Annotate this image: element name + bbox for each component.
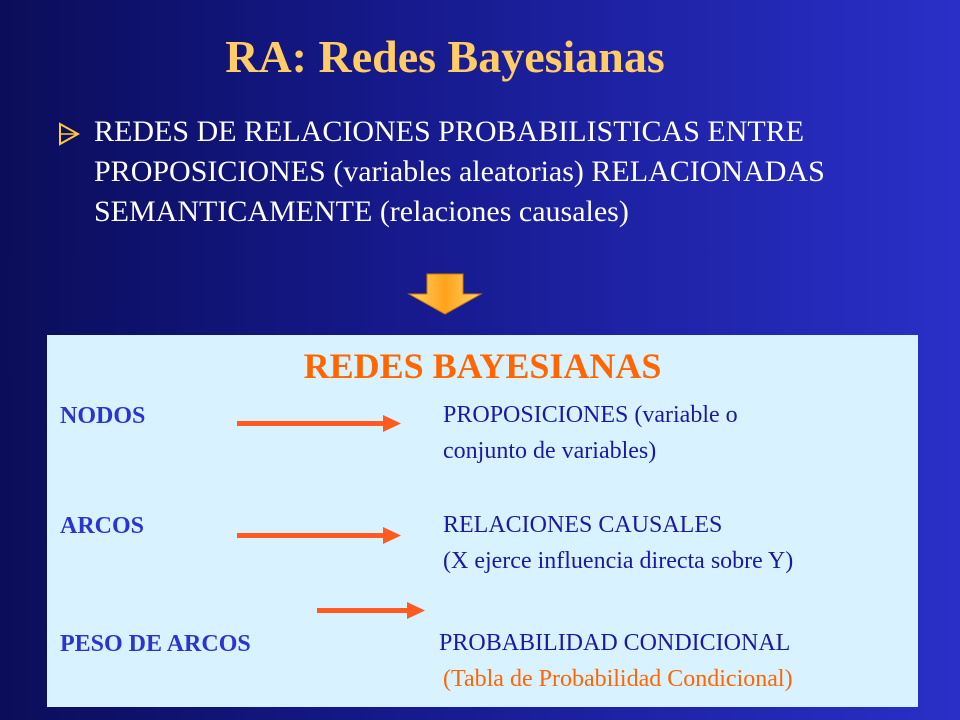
right-arrow-icon — [237, 414, 402, 441]
right-arrow-icon — [317, 601, 427, 628]
row-label-nodos: NODOS — [60, 403, 146, 429]
row-desc-arcos — [443, 507, 793, 579]
triangle-bullet-icon — [58, 122, 80, 151]
slide-title: RA: Redes Bayesianas — [225, 31, 665, 82]
row-desc-line: conjunto de variables) — [443, 438, 657, 464]
row-desc-line: RELACIONES CAUSALES — [443, 512, 723, 538]
right-arrow-icon — [237, 526, 402, 553]
down-arrow-icon — [405, 272, 485, 321]
row-label-arcos: ARCOS — [60, 513, 145, 539]
row-desc-line: (X ejerce influencia directa sobre Y) — [443, 548, 794, 574]
row-label-peso-de-arcos: PESO DE ARCOS — [60, 631, 251, 657]
row-desc-line: PROPOSICIONES (variable o — [443, 402, 738, 428]
bayesian-networks-box — [47, 335, 918, 707]
row-desc-line: PROBABILIDAD CONDICIONAL — [439, 630, 791, 656]
box-title: REDES BAYESIANAS — [303, 346, 662, 386]
row-desc-peso-de-arcos — [439, 625, 793, 697]
row-desc-nodos — [443, 397, 738, 469]
bullet-point — [58, 112, 918, 232]
bullet-text: REDES DE RELACIONES PROBABILISTICAS ENTRE PROPOSICIONES (variables aleatorias) RELACIONADAS SEMANTICAMENTE (relaciones causales) — [94, 115, 825, 228]
row-desc-line: (Tabla de Probabilidad Condicional) — [443, 666, 793, 692]
